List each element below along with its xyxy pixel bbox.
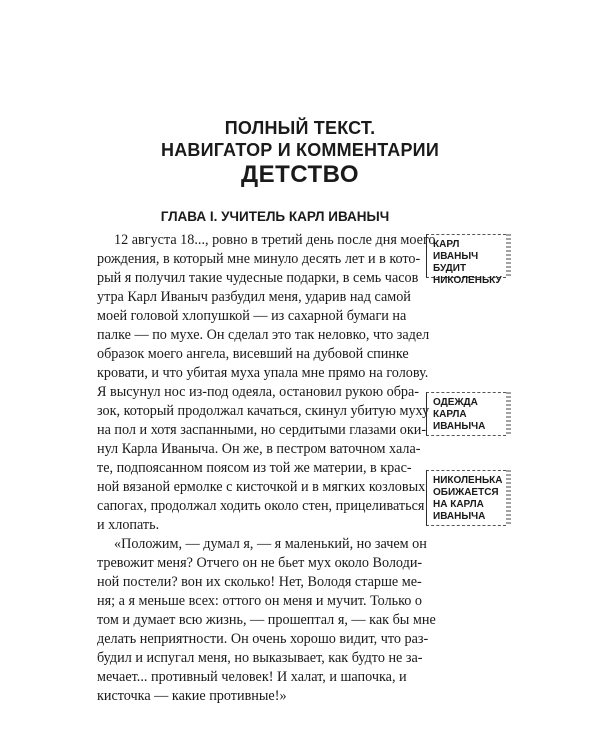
text-line: палке — по мухе. Он сделал это так неловко, что задел bbox=[97, 327, 430, 343]
header-line-1: ПОЛНЫЙ ТЕКСТ. bbox=[224, 118, 376, 138]
text-line: Я высунул нос из-под одеяла, остановил рукою обра- bbox=[97, 384, 420, 400]
text-line: тревожит меня? Отчего он не бьет мух около Володи- bbox=[97, 555, 423, 571]
text-line: кровати, и что убитая муха упала мне прямо на голову. bbox=[97, 365, 429, 381]
book-title: ДЕТСТВО bbox=[240, 161, 360, 188]
text-line: делать неприятности. Он очень хорошо видит, что раз- bbox=[97, 631, 429, 647]
margin-note-karl-wakes: КАРЛ ИВАНЫЧ БУДИТ НИКОЛЕНЬКУ bbox=[426, 234, 506, 278]
text-line: сапогах, продолжал ходить около стен, прицеливаться bbox=[97, 498, 425, 514]
text-line: мечает... противный человек! И халат, и шапочка, и bbox=[97, 669, 407, 685]
text-line: рый я получил такие чудесные подарки, в семь часов bbox=[97, 270, 419, 286]
text-line: нул Карла Иваныча. Он же, в пестром ваточном хала- bbox=[97, 441, 421, 457]
margin-note-offended: НИКОЛЕНЬКА ОБИЖАЕТСЯ НА КАРЛА ИВАНЫЧА bbox=[426, 470, 506, 526]
text-line: 12 августа 18..., ровно в третий день после дня моего bbox=[114, 232, 436, 248]
text-line: ной вязаной ермолке с кисточкой и в мягких козловых bbox=[97, 479, 426, 495]
text-line: образок моего ангела, висевший на дубовой спинке bbox=[97, 346, 409, 362]
text-line: и хлопать. bbox=[97, 517, 160, 533]
text-line: утра Карл Иваныч разбудил меня, ударив над самой bbox=[97, 289, 411, 305]
text-line: том и думает всю жизнь, — прошептал я, — как бы мне bbox=[97, 612, 436, 628]
text-line: моей головой хлопушкой — из сахарной бумаги на bbox=[97, 308, 407, 324]
text-line: на пол и хотя заспанными, но сердитыми глазами оки- bbox=[97, 422, 427, 438]
margin-note-clothing: ОДЕЖДА КАРЛА ИВАНЫЧА bbox=[426, 392, 506, 436]
text-line: рождения, в который мне минуло десять лет и в кото- bbox=[97, 251, 421, 267]
chapter-heading: ГЛАВА I. УЧИТЕЛЬ КАРЛ ИВАНЫЧ bbox=[160, 209, 390, 224]
text-line: ня; а я меньше всех: оттого он меня и мучит. Только о bbox=[97, 593, 423, 609]
text-line: будил и испугал меня, но выказывает, как будто не за- bbox=[97, 650, 423, 666]
text-line: те, подпоясанном поясом из той же материи, в крас- bbox=[97, 460, 412, 476]
text-line: ной постели? вон их сколько! Нет, Володя старше ме- bbox=[97, 574, 422, 590]
text-line: зок, который продолжал качаться, скинул убитую муху bbox=[97, 403, 430, 419]
text-line: «Положим, — думал я, — я маленький, но зачем он bbox=[114, 536, 427, 552]
header-line-2: НАВИГАТОР И КОММЕНТАРИИ bbox=[161, 140, 439, 160]
text-line: кисточка — какие противные!» bbox=[97, 688, 287, 704]
